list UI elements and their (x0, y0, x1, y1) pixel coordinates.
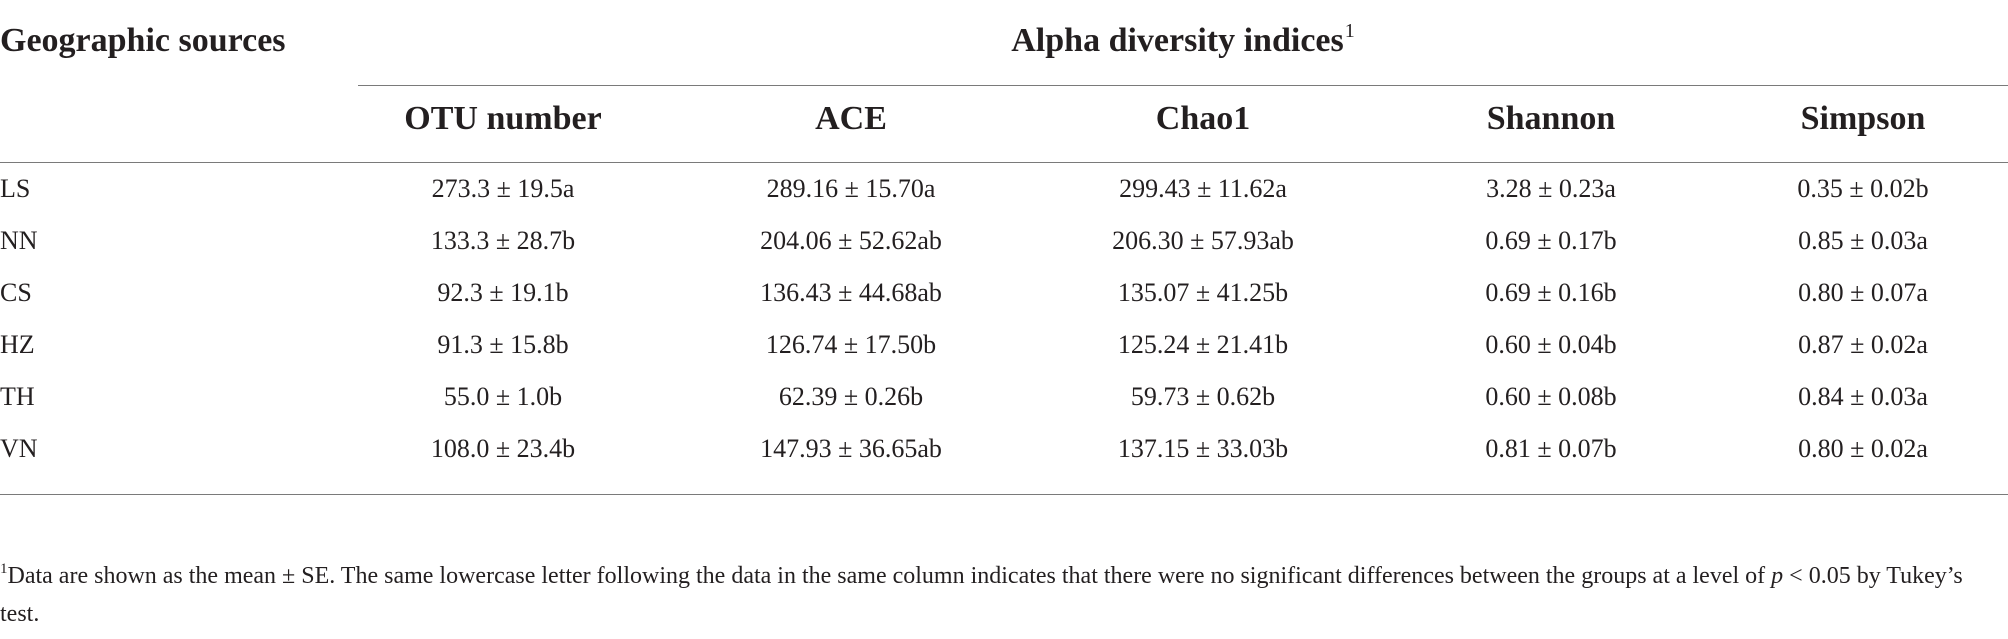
footnote-mark: 1 (0, 561, 8, 577)
table-cell: 92.3 ± 19.1b (437, 278, 569, 307)
table-cell: 3.28 ± 0.23a (1486, 174, 1616, 203)
table-cell: 133.3 ± 28.7b (430, 226, 576, 255)
table-cell: 0.85 ± 0.03a (1798, 226, 1928, 255)
stub-header: Geographic sources (0, 22, 286, 59)
table-row (0, 272, 2008, 324)
table-row (0, 324, 2008, 376)
table-cell: 0.80 ± 0.02a (1798, 434, 1928, 463)
table-cell: 62.39 ± 0.26b (778, 382, 924, 411)
table-cell: 0.87 ± 0.02a (1798, 330, 1928, 359)
table-cell: 273.3 ± 19.5a (431, 174, 575, 203)
table-row (0, 220, 2008, 272)
table-cell: 0.69 ± 0.16b (1485, 278, 1617, 307)
column-header-shannon: Shannon (1486, 100, 1616, 137)
table-cell: 55.0 ± 1.0b (443, 382, 563, 411)
group-header (358, 22, 2008, 60)
table-cell: 147.93 ± 36.65ab (760, 434, 942, 463)
table-cell: 0.60 ± 0.04b (1485, 330, 1617, 359)
row-label: LS (0, 174, 31, 203)
row-label: CS (0, 278, 32, 307)
table-cell: 0.35 ± 0.02b (1797, 174, 1929, 203)
table-cell: 137.15 ± 33.03b (1117, 434, 1289, 463)
column-header-simpson: Simpson (1800, 100, 1926, 137)
table-cell: 59.73 ± 0.62b (1130, 382, 1276, 411)
group-header-label: Alpha diversity indices (1011, 22, 1344, 59)
table-cell: 135.07 ± 41.25b (1117, 278, 1289, 307)
column-header-otu-number: OTU number (404, 100, 602, 137)
table-cell: 126.74 ± 17.50b (765, 330, 937, 359)
table-cell: 204.06 ± 52.62ab (760, 226, 942, 255)
group-header-rule (358, 85, 2008, 86)
row-label: NN (0, 226, 38, 255)
table-cell: 299.43 ± 11.62a (1119, 174, 1287, 203)
table-cell: 108.0 ± 23.4b (430, 434, 576, 463)
table-cell: 91.3 ± 15.8b (437, 330, 569, 359)
table-cell: 125.24 ± 21.41b (1117, 330, 1289, 359)
row-label: TH (0, 382, 35, 411)
table-row (0, 376, 2008, 428)
column-header-chao1: Chao1 (1155, 100, 1251, 137)
table-cell: 0.69 ± 0.17b (1485, 226, 1617, 255)
table-cell: 0.81 ± 0.07b (1485, 434, 1617, 463)
table-cell: 0.60 ± 0.08b (1485, 382, 1617, 411)
table-footnote (0, 557, 1990, 633)
table-cell: 0.84 ± 0.03a (1798, 382, 1928, 411)
table-cell: 0.80 ± 0.07a (1798, 278, 1928, 307)
footnote-text: Data are shown as the mean ± SE. The same lowercase letter following the data in the same column indicates that there were no significant differences between the groups at a level of (7, 563, 1766, 589)
table-row (0, 428, 2008, 480)
table-cell: 206.30 ± 57.93ab (1112, 226, 1294, 255)
table-cell: 136.43 ± 44.68ab (760, 278, 942, 307)
table-cell: 289.16 ± 15.70a (766, 174, 936, 203)
row-label: VN (0, 434, 38, 463)
footnote-p-symbol: p (1771, 563, 1784, 589)
row-label: HZ (0, 330, 35, 359)
header-bottom-rule (0, 162, 2008, 163)
table-body (0, 168, 2008, 480)
column-header-ace: ACE (815, 100, 887, 137)
table-bottom-rule (0, 494, 2008, 495)
group-header-footnote-mark: 1 (1344, 20, 1355, 42)
table-row (0, 168, 2008, 220)
footnote-significance: < 0.05 by Tukey’s test. (0, 563, 1963, 627)
